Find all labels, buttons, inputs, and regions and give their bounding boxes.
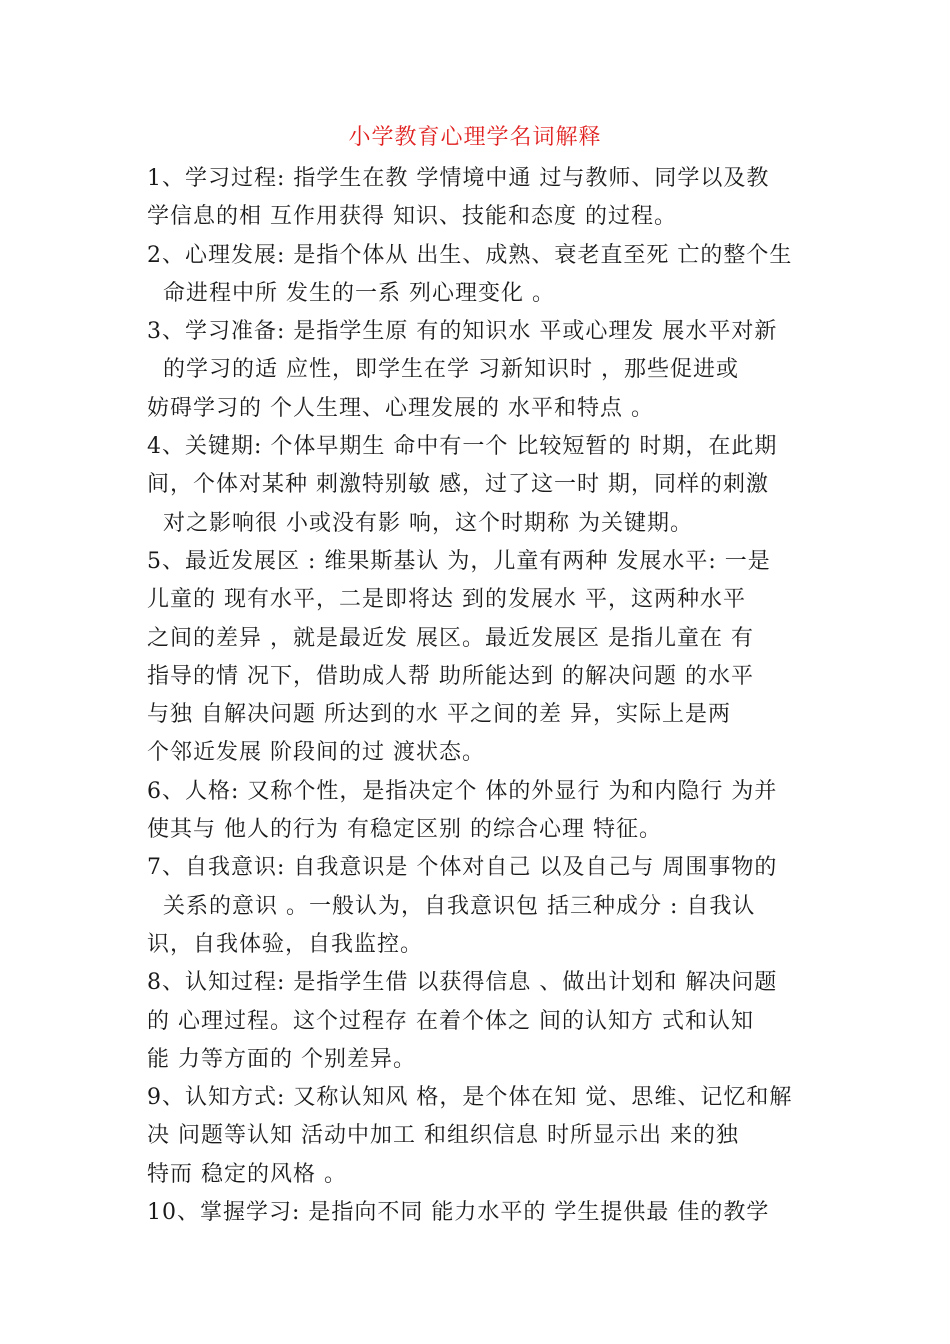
text-line: 4、关键期: 个体早期生 命中有一个 比较短暂的 时期，在此期 — [147, 434, 778, 460]
text-line: 关系的意识 。一般认为，自我意识包 括三种成分 : 自我认 — [147, 893, 756, 919]
text-line: 决 问题等认知 活动中加工 和组织信息 时所显示出 来的独 — [147, 1123, 739, 1149]
text-line: 使其与 他人的行为 有稳定区别 的综合心理 特征。 — [147, 817, 662, 843]
text-line: 6、人格: 又称个性，是指决定个 体的外显行 为和内隐行 为并 — [147, 778, 778, 804]
text-line: 2、心理发展: 是指个体从 出生、成熟、衰老直至死 亡的整个生 — [147, 242, 793, 268]
text-line: 妨碍学习的 个人生理、心理发展的 水平和特点 。 — [147, 395, 654, 421]
text-line: 的 心理过程。这个过程存 在着个体之 间的认知方 式和认知 — [147, 1008, 754, 1034]
text-line: 10、掌握学习: 是指向不同 能力水平的 学生提供最 佳的教学 — [147, 1200, 770, 1226]
text-line: 识，自我体验，自我监控。 — [147, 931, 424, 957]
text-line: 个邻近发展 阶段间的过 渡状态。 — [147, 740, 485, 766]
text-line: 命进程中所 发生的一系 列心理变化 。 — [147, 280, 555, 306]
text-line: 间，个体对某种 刺激特别敏 感，过了这一时 期，同样的刺激 — [147, 472, 769, 498]
text-line: 学信息的相 互作用获得 知识、技能和态度 的过程。 — [147, 204, 677, 230]
text-line: 儿童的 现有水平，二是即将达 到的发展水 平，这两种水平 — [147, 587, 746, 613]
text-line: 的学习的适 应性，即学生在学 习新知识时 ，那些促进或 — [147, 357, 739, 383]
text-line: 8、认知过程: 是指学生借 以获得信息 、做出计划和 解决问题 — [147, 970, 778, 996]
document-body — [147, 160, 827, 1232]
text-line: 指导的情 况下，借助成人帮 助所能达到 的解决问题 的水平 — [147, 663, 754, 689]
text-line: 7、自我意识: 自我意识是 个体对自己 以及自己与 周围事物的 — [147, 855, 778, 881]
text-line: 对之影响很 小或没有影 响，这个时期称 为关键期。 — [147, 510, 693, 536]
text-line: 能 力等方面的 个别差异。 — [147, 1046, 416, 1072]
text-line: 1、学习过程: 指学生在教 学情境中通 过与教师、同学以及教 — [147, 166, 770, 191]
text-line: 之间的差异 ，就是最近发 展区。最近发展区 是指儿童在 有 — [147, 625, 754, 651]
text-line: 特而 稳定的风格 。 — [147, 1161, 347, 1187]
document-title: 小学教育心理学名词解释 — [348, 125, 602, 150]
text-line: 与独 自解决问题 所达到的水 平之间的差 异，实际上是两 — [147, 702, 731, 728]
text-line: 3、学习准备: 是指学生原 有的知识水 平或心理发 展水平对新 — [147, 319, 778, 345]
text-line: 9、认知方式: 又称认知风 格，是个体在知 觉、思维、记忆和解 — [147, 1085, 793, 1111]
text-line: 5、最近发展区 : 维果斯基认 为，儿童有两种 发展水平: 一是 — [147, 548, 771, 574]
